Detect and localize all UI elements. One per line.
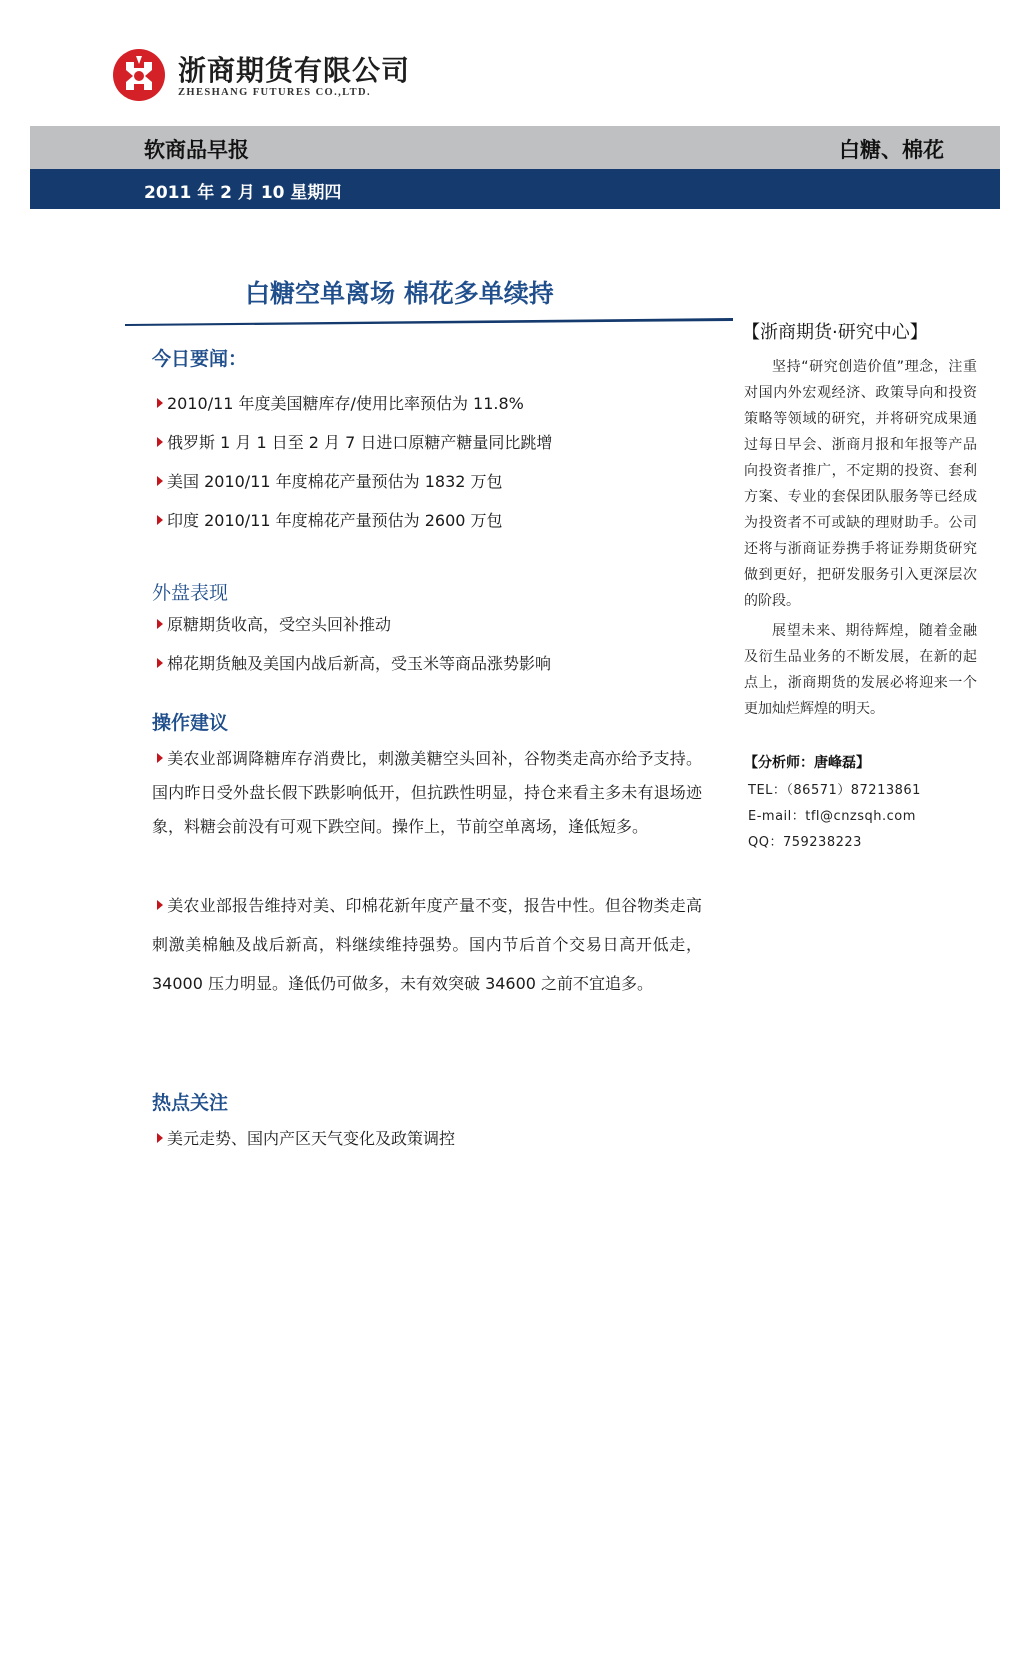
news-item (157, 508, 503, 531)
bullet-arrow-icon (157, 619, 163, 629)
company-logo-mark (112, 48, 166, 102)
bullet-arrow-icon (157, 1133, 163, 1143)
sidebar-heading: 【浙商期货·研究中心】 (742, 322, 928, 343)
sidebar-outlook: 展望未来、期待辉煌，随着金融及衍生品业务的不断发展，在新的起点上，浙商期货的发展必将迎来一个更加灿烂辉煌的明天。 (744, 623, 977, 717)
news-item (157, 391, 524, 414)
hotspot-item-text: 美元走势、国内产区天气变化及政策调控 (167, 1129, 456, 1148)
news-item-text: 2010/11 年度美国糖库存/使用比率预估为 11.8% (167, 394, 524, 413)
external-item (157, 612, 391, 635)
company-name-en: ZHESHANG FUTURES CO.,LTD. (178, 87, 372, 98)
advice-paragraph-cotton (152, 886, 702, 1003)
title-underline (125, 318, 733, 326)
news-item (157, 469, 503, 492)
news-item (157, 430, 552, 453)
external-item-text: 棉花期货触及美国内战后新高，受玉米等商品涨势影响 (167, 654, 552, 673)
advice-text-sugar: 美农业部调降糖库存消费比，刺激美糖空头回补，谷物类走高亦给予支持。国内昨日受外盘长假下跌影响低开，但抗跌性明显，持仓来看主多未有退场迹象，料糖会前没有可观下跌空间。操作上，节前空单离场，逢低短多。 (152, 749, 702, 836)
report-header-band (30, 126, 1000, 169)
report-date: 2011 年 2 月 10 星期四 (144, 183, 342, 203)
bullet-arrow-icon (157, 476, 163, 486)
company-logo (112, 46, 411, 106)
bullet-arrow-icon (157, 515, 163, 525)
bullet-arrow-icon (157, 900, 163, 910)
analyst-phone: TEL：（86571）87213861 (748, 783, 921, 798)
company-name-cn: 浙商期货有限公司 (178, 54, 411, 87)
news-item-text: 美国 2010/11 年度棉花产量预估为 1832 万包 (167, 472, 503, 491)
analyst-qq: QQ：759238223 (748, 835, 862, 850)
news-heading: 今日要闻： (152, 348, 248, 370)
hotspot-item (157, 1126, 455, 1149)
bullet-arrow-icon (157, 753, 163, 763)
external-item-text: 原糖期货收高，受空头回补推动 (167, 615, 392, 634)
external-heading: 外盘表现 (152, 582, 229, 604)
hotspot-heading: 热点关注 (152, 1092, 229, 1114)
sidebar-intro: 坚持“研究创造价值”理念，注重对国内外宏观经济、政策导向和投资策略等领域的研究，并将研究成果通过每日早会、浙商月报和年报等产品向投资者推广，不定期的投资、套利方案、专业的套保团队服务等已经成为投资者不可或缺的理财助手。公司还将与浙商证券携手将证券期货研究做到更好，把研发服务引入更深层次的阶段。 (744, 359, 977, 609)
bullet-arrow-icon (157, 658, 163, 668)
news-item-text: 印度 2010/11 年度棉花产量预估为 2600 万包 (167, 511, 503, 530)
report-date-band (30, 169, 1000, 209)
report-title: 白糖空单离场 棉花多单续持 (245, 279, 554, 308)
report-category: 软商品早报 (144, 138, 249, 162)
bullet-arrow-icon (157, 398, 163, 408)
advice-paragraph-sugar (152, 742, 702, 844)
advice-text-cotton: 美农业部报告维持对美、印棉花新年度产量不变，报告中性。但谷物类走高刺激美棉触及战后新高，料继续维持强势。国内节后首个交易日高开低走，34000 压力明显。逢低仍可做多，未有效突破 34600 之前不宜追多。 (152, 896, 702, 993)
analyst-heading: 【分析师：唐峰磊】 (744, 755, 870, 771)
report-products: 白糖、棉花 (839, 138, 944, 162)
bullet-arrow-icon (157, 437, 163, 447)
analyst-email: E-mail：tfl@cnzsqh.com (748, 809, 916, 824)
external-item (157, 651, 551, 674)
news-item-text: 俄罗斯 1 月 1 日至 2 月 7 日进口原糖产糖量同比跳增 (167, 433, 553, 452)
advice-heading: 操作建议 (152, 712, 229, 734)
